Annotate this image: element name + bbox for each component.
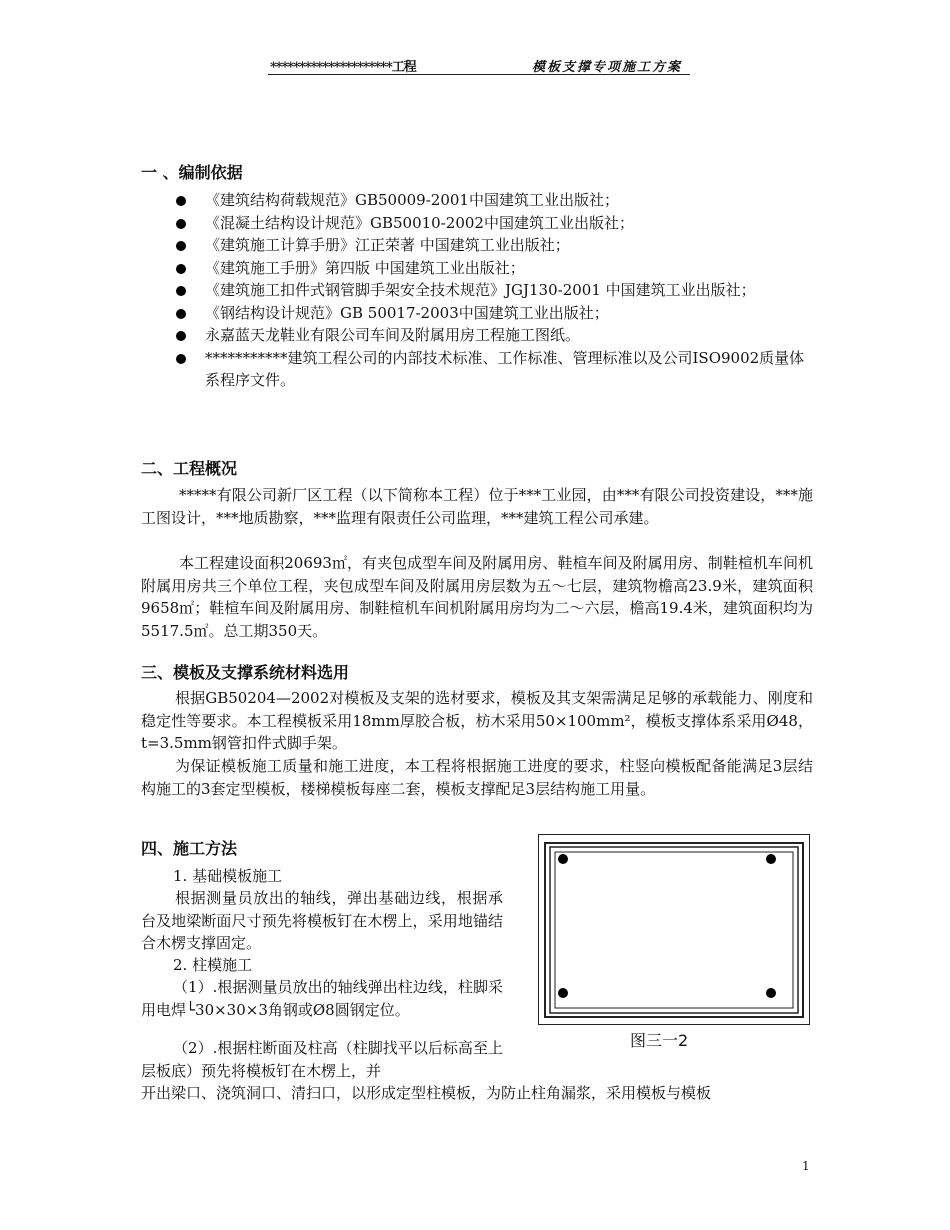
method-item-2-paragraph-1: （1）.根据测量员放出的轴线弹出柱边线，柱脚采用电焊└30×30×3角钢或Ø8圆钢定位。 [141, 978, 503, 1019]
page-number: 1 [802, 1159, 810, 1173]
column-formwork-figure [538, 834, 810, 1025]
rebar-dot [766, 854, 776, 864]
page-header [268, 56, 690, 75]
figure-caption: 图三一2 [630, 1031, 689, 1050]
column-section-drawing [539, 835, 811, 1026]
bullet-icon [176, 286, 186, 296]
rebar-dot [558, 854, 568, 864]
outer-formwork [545, 843, 803, 1017]
bullet-icon [176, 241, 186, 251]
section-title-overview: 二、工程概况 [141, 459, 238, 478]
rebar-dot [558, 988, 568, 998]
overview-paragraph-2: 本工程建设面积20693㎡，有夹包成型车间及附属用房、鞋楦车间及附属用房、制鞋楦机车间机附属用房共三个单位工程，夹包成型车间及附属用房层数为五～七层，建筑物檐高23.9米，建筑面积9658㎡；鞋楦车间及附属用房、制鞋楦机车间机附属用房均为二～六层，檐高19.4米，建筑面积均为5517.5㎡。总工期350天。 [141, 554, 813, 640]
section-title-basis: 一 、编制依据 [141, 163, 243, 182]
rebar-dot [766, 988, 776, 998]
materials-paragraph-2: 为保证模板施工质量和施工进度，本工程将根据施工进度的要求，柱竖向模板配备能满足3层结构施工的3套定型模板，楼梯模板每座二套，模板支撑配足3层结构施工用量。 [141, 757, 813, 798]
reference-item: 《建筑施工手册》第四版 中国建筑工业出版社； [141, 257, 816, 280]
reference-item: 永嘉蓝天龙鞋业有限公司车间及附属用房工程施工图纸。 [141, 324, 816, 347]
method-item-2-title: 2. 柱模施工 [173, 956, 253, 974]
reference-item: 《建筑结构荷载规范》GB50009-2001中国建筑工业出版社； [141, 189, 816, 212]
reference-list [141, 189, 816, 392]
reference-item: 《混凝土结构设计规范》GB50010-2002中国建筑工业出版社； [141, 212, 816, 235]
stirrup [555, 852, 793, 1008]
bullet-icon [176, 331, 186, 341]
header-document-title: 模板支撑专项施工方案 [531, 60, 682, 75]
bullet-icon [176, 309, 186, 319]
inner-formwork [550, 847, 798, 1013]
method-item-1-text: 根据测量员放出的轴线，弹出基础边线，根据承台及地梁断面尺寸预先将模板钉在木楞上，采用地锚结合木楞支撑固定。 [141, 889, 503, 952]
overview-paragraph-1: *****有限公司新厂区工程（以下简称本工程）位于***工业园，由***有限公司投资建设，***施工图设计，***地质勘察，***监理有限责任公司监理，***建筑工程公司承建。 [141, 486, 813, 527]
reference-item: 《建筑施工计算手册》江正荣著 中国建筑工业出版社； [141, 234, 816, 257]
bullet-icon [176, 354, 186, 364]
reference-item: 《建筑施工扣件式钢管脚手架安全技术规范》JGJ130-2001 中国建筑工业出版社； [141, 279, 816, 302]
materials-paragraph-1: 根据GB50204—2002对模板及支架的选材要求，模板及其支架需满足足够的承载能力、刚度和稳定性等要求。本工程模板采用18mm厚胶合板，枋木采用50×100mm²，模板支撑体系采用Ø48，t=3.5mm钢管扣件式脚手架。 [141, 689, 813, 752]
section-title-materials: 三、模板及支撑系统材料选用 [141, 663, 350, 682]
bullet-icon [176, 219, 186, 229]
method-item-2-paragraph-2: （2）.根据柱断面及柱高（柱脚找平以后标高至上层板底）预先将模板钉在木楞上，并 [141, 1039, 503, 1080]
bullet-icon [176, 264, 186, 274]
section-title-method: 四、施工方法 [141, 839, 238, 858]
bullet-icon [176, 196, 186, 206]
reference-item: ***********建筑工程公司的内部技术标准、工作标准、管理标准以及公司ISO9002质量体系程序文件。 [141, 347, 816, 392]
method-item-1-title: 1. 基础模板施工 [173, 867, 283, 885]
method-item-2-paragraph-3: 开出梁口、浇筑洞口、清扫口，以形成定型柱模板，为防止柱角漏浆，采用模板与模板 [141, 1084, 712, 1102]
header-project-name: *********************工程 [270, 60, 416, 75]
reference-item: 《钢结构设计规范》GB 50017-2003中国建筑工业出版社； [141, 302, 816, 325]
